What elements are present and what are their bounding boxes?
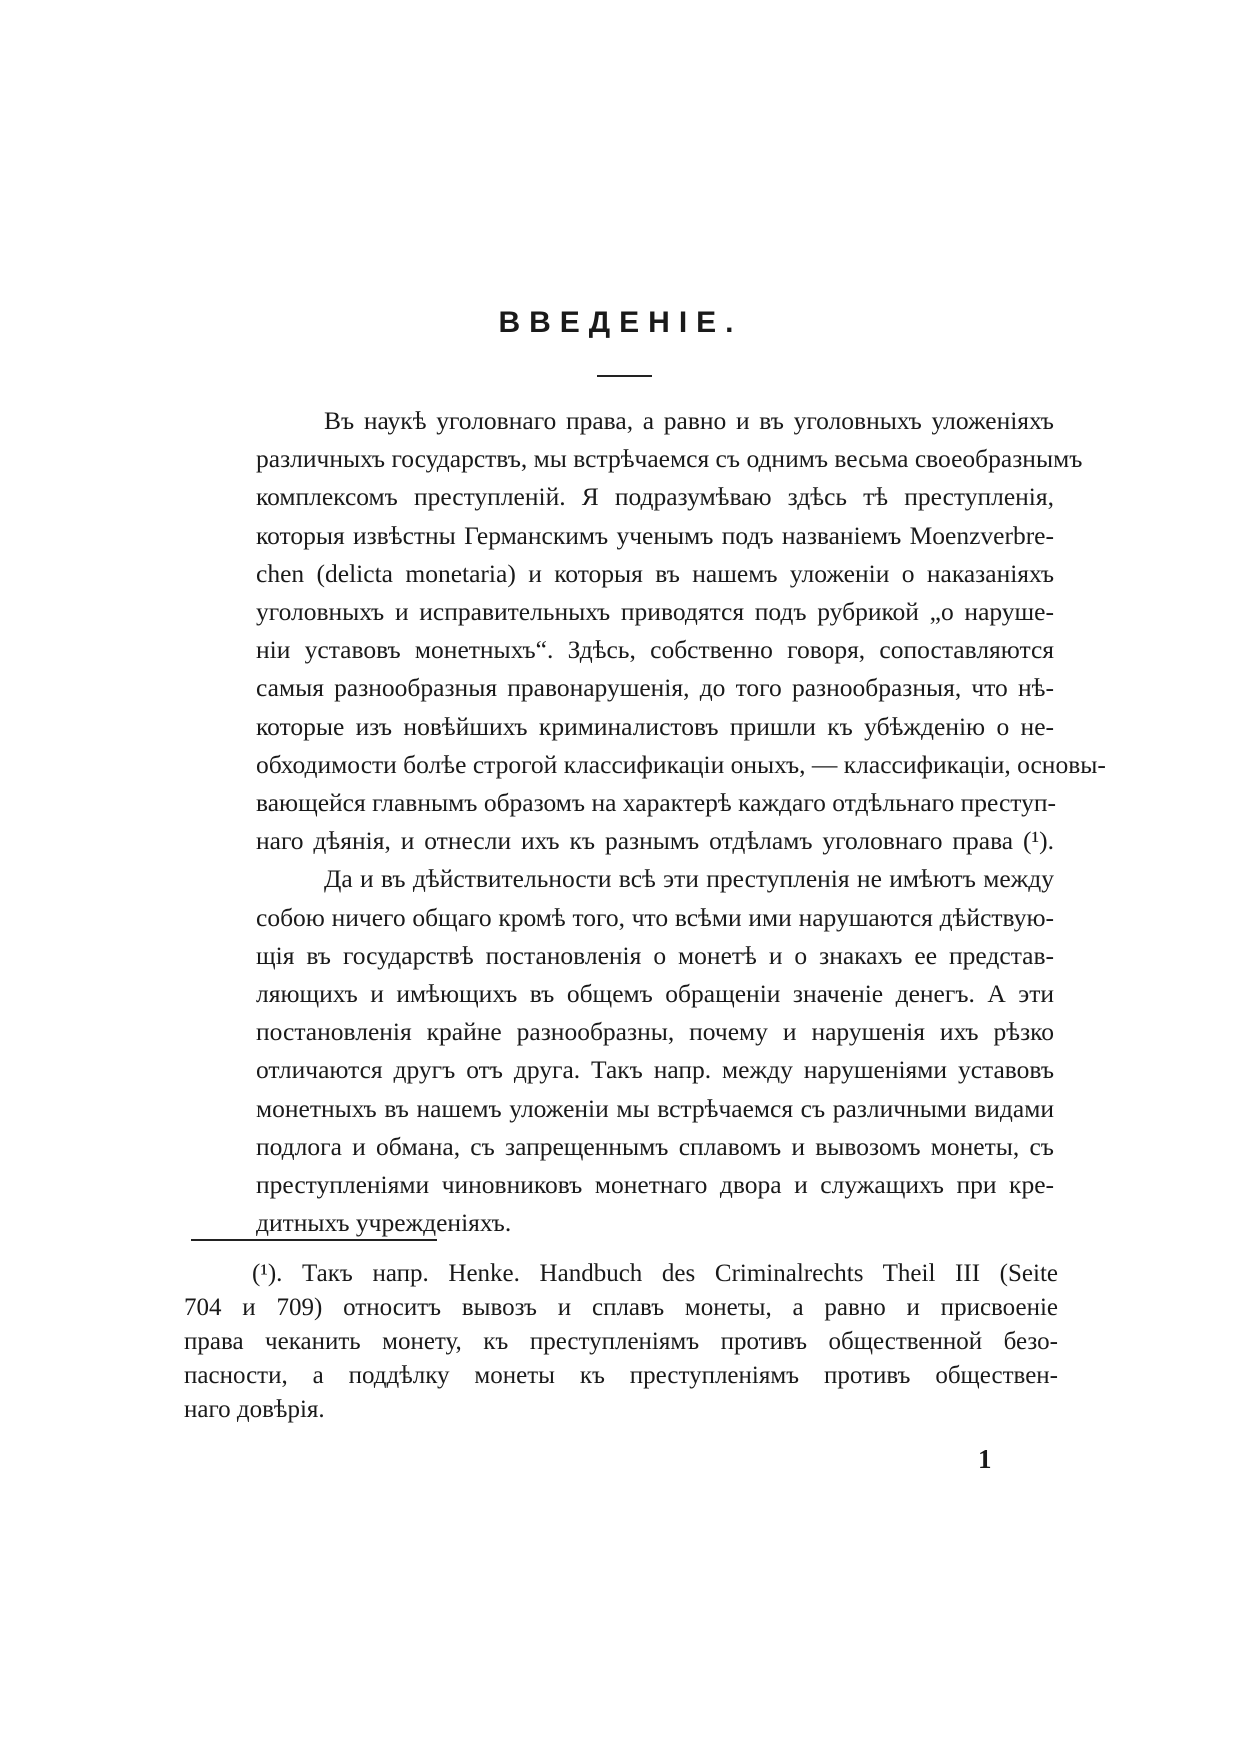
text-line: нiи уставовъ монетныхъ“. Здѣсь, собственно говоря, сопоставляются bbox=[256, 635, 1054, 665]
text-line: вающейся главнымъ образомъ на характерѣ каждаго отдѣльнаго преступ- bbox=[256, 788, 1056, 818]
text-line: монетныхъ въ нашемъ уложенiи мы встрѣчаемся съ различными видами bbox=[256, 1093, 1054, 1123]
text-line: наго дѣянiя, и отнесли ихъ къ разнымъ отдѣламъ уголовнаго права (¹). bbox=[256, 826, 1054, 856]
footnote bbox=[184, 1257, 1058, 1427]
text-line: постановленiя крайне разнообразны, почему и нарушенiя ихъ рѣзко bbox=[256, 1017, 1054, 1047]
footnote-line: наго довѣрiя. bbox=[184, 1396, 325, 1423]
footnote-line: права чеканить монету, къ преступленiямъ противъ общественной безо- bbox=[184, 1328, 1058, 1355]
main-text bbox=[188, 402, 1106, 1242]
page-title: ВВЕДЕНIЕ. bbox=[498, 306, 743, 339]
text-line: chen (delicta monetaria) и которыя въ нашемъ уложенiи о наказанiяхъ bbox=[256, 558, 1054, 588]
footnote-line: пасности, а поддѣлку монеты къ преступленiямъ противъ обществен- bbox=[184, 1362, 1058, 1389]
footnote-divider bbox=[191, 1239, 437, 1241]
text-line: Да и въ дѣйствительности всѣ эти преступленiя не имѣютъ между bbox=[324, 864, 1054, 894]
text-line: уголовныхъ и исправительныхъ приводятся подъ рубрикой „о наруше- bbox=[256, 597, 1054, 627]
text-line: преступленiями чиновниковъ монетнаго двора и служащихъ при кре- bbox=[256, 1170, 1054, 1200]
text-line: различныхъ государствъ, мы встрѣчаемся съ однимъ весьма своеобразнымъ bbox=[256, 444, 1083, 474]
paragraph-2 bbox=[188, 860, 1054, 1242]
footnote-line: (¹). Такъ напр. Henke. Handbuch des Criminalrechts Theil III (Seite bbox=[252, 1260, 1058, 1287]
title-divider bbox=[597, 375, 652, 377]
text-line: обходимости болѣе строгой классификацiи оныхъ, — классификацiи, основы- bbox=[256, 749, 1106, 779]
text-line: которыя извѣстны Германскимъ ученымъ подъ названiемъ Moenzverbre- bbox=[256, 520, 1054, 550]
text-line: которые изъ новѣйшихъ криминалистовъ пришли къ убѣжденiю о не- bbox=[256, 711, 1054, 741]
text-line: комплексомъ преступленiй. Я подразумѣваю здѣсь тѣ преступленiя, bbox=[256, 482, 1054, 512]
text-line: собою ничего общаго кромѣ того, что всѣми ими нарушаются дѣйствую- bbox=[256, 902, 1054, 932]
paragraph-1 bbox=[188, 402, 1106, 860]
text-line: подлога и обмана, съ запрещеннымъ сплавомъ и вывозомъ монеты, съ bbox=[256, 1131, 1054, 1161]
footnote-line: 704 и 709) относитъ вывозъ и сплавъ монеты, а равно и присвоенiе bbox=[184, 1294, 1058, 1321]
text-line: Въ наукѣ уголовнаго права, а равно и въ уголовныхъ уложенiяхъ bbox=[324, 406, 1054, 435]
text-line: отличаются другъ отъ друга. Такъ напр. между нарушенiями уставовъ bbox=[256, 1055, 1054, 1085]
text-line: дитныхъ учрежденiяхъ. bbox=[256, 1208, 512, 1238]
page-number: 1 bbox=[978, 1444, 992, 1474]
text-line: ляющихъ и имѣющихъ въ общемъ обращенiи значенiе денегъ. А эти bbox=[256, 979, 1054, 1009]
text-line: щiя въ государствѣ постановленiя о монетѣ и о знакахъ ее представ- bbox=[256, 940, 1054, 970]
text-line: самыя разнообразныя правонарушенiя, до того разнообразныя, что нѣ- bbox=[256, 673, 1054, 703]
